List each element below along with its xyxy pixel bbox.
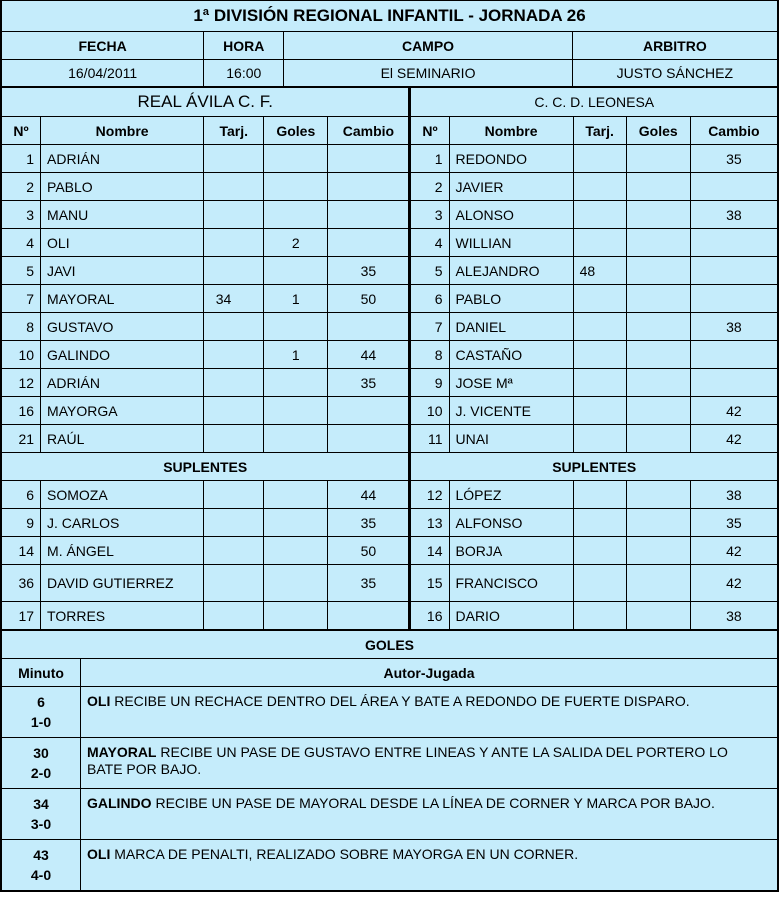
player-goals bbox=[264, 481, 328, 509]
player-name: LÓPEZ bbox=[449, 481, 573, 509]
col-goles-header: Goles bbox=[264, 117, 328, 145]
player-goals bbox=[626, 257, 690, 285]
player-number: 5 bbox=[410, 257, 449, 285]
player-cards bbox=[573, 602, 626, 630]
away-suplentes-label: SUPLENTES bbox=[410, 453, 778, 481]
table-row bbox=[2, 173, 778, 201]
player-cards bbox=[204, 145, 264, 173]
hora-header: HORA bbox=[204, 32, 284, 60]
player-name: WILLIAN bbox=[449, 229, 573, 257]
player-cards bbox=[204, 537, 264, 565]
player-goals: 1 bbox=[264, 285, 328, 313]
player-number: 8 bbox=[2, 313, 41, 341]
goal-row bbox=[2, 840, 778, 891]
player-substitution: 38 bbox=[690, 602, 777, 630]
goal-minute: 30 bbox=[33, 745, 49, 761]
player-number: 16 bbox=[2, 397, 41, 425]
player-number: 9 bbox=[410, 369, 449, 397]
player-name: MAYORAL bbox=[41, 285, 204, 313]
player-substitution bbox=[690, 229, 777, 257]
player-number: 17 bbox=[2, 602, 41, 630]
goal-play-text: RECIBE UN PASE DE GUSTAVO ENTRE LINEAS Y ANTE LA SALIDA DEL PORTERO LO BATE POR BAJO. bbox=[87, 744, 728, 777]
player-name: REDONDO bbox=[449, 145, 573, 173]
player-substitution: 35 bbox=[328, 369, 410, 397]
player-goals bbox=[626, 537, 690, 565]
campo-header: CAMPO bbox=[284, 32, 572, 60]
player-name: JAVIER bbox=[449, 173, 573, 201]
player-name: ADRIÁN bbox=[41, 369, 204, 397]
player-name: M. ÁNGEL bbox=[41, 537, 204, 565]
player-cards bbox=[573, 313, 626, 341]
player-goals bbox=[264, 509, 328, 537]
player-goals bbox=[626, 481, 690, 509]
player-cards bbox=[204, 565, 264, 602]
player-cards bbox=[204, 369, 264, 397]
player-name: ADRIÁN bbox=[41, 145, 204, 173]
lineups-table bbox=[1, 87, 778, 630]
player-goals bbox=[264, 537, 328, 565]
goal-row bbox=[2, 789, 778, 840]
player-cards bbox=[573, 565, 626, 602]
goal-description bbox=[81, 789, 778, 840]
player-substitution: 50 bbox=[328, 285, 410, 313]
player-name: DANIEL bbox=[449, 313, 573, 341]
player-cards bbox=[573, 369, 626, 397]
player-goals bbox=[626, 425, 690, 453]
player-substitution bbox=[328, 313, 410, 341]
col-goles-header: Goles bbox=[626, 117, 690, 145]
table-row bbox=[2, 201, 778, 229]
hora-value: 16:00 bbox=[204, 60, 284, 87]
player-name: DARIO bbox=[449, 602, 573, 630]
goal-minute: 6 bbox=[37, 694, 45, 710]
player-goals bbox=[626, 509, 690, 537]
player-cards bbox=[204, 509, 264, 537]
table-row bbox=[2, 341, 778, 369]
player-number: 12 bbox=[2, 369, 41, 397]
player-name: GALINDO bbox=[41, 341, 204, 369]
goal-minute-cell bbox=[2, 840, 81, 891]
player-goals bbox=[264, 257, 328, 285]
player-name: J. CARLOS bbox=[41, 509, 204, 537]
away-team-name: C. C. D. LEONESA bbox=[410, 88, 778, 117]
goal-score: 4-0 bbox=[30, 867, 52, 883]
player-name: MAYORGA bbox=[41, 397, 204, 425]
player-number: 4 bbox=[2, 229, 41, 257]
goal-minute: 43 bbox=[33, 847, 49, 863]
player-cards bbox=[204, 257, 264, 285]
player-goals bbox=[264, 565, 328, 602]
player-cards bbox=[573, 201, 626, 229]
player-goals bbox=[626, 565, 690, 602]
player-name: OLI bbox=[41, 229, 204, 257]
player-substitution: 42 bbox=[690, 565, 777, 602]
home-suplentes-label: SUPLENTES bbox=[2, 453, 410, 481]
player-substitution: 35 bbox=[328, 565, 410, 602]
player-substitution bbox=[328, 173, 410, 201]
player-cards bbox=[204, 173, 264, 201]
player-goals bbox=[264, 201, 328, 229]
player-cards: 48 bbox=[573, 257, 626, 285]
goal-minute-cell bbox=[2, 789, 81, 840]
player-goals: 1 bbox=[264, 341, 328, 369]
goal-minute-cell bbox=[2, 738, 81, 789]
header-table bbox=[1, 1, 778, 87]
goal-play-text: RECIBE UN RECHACE DENTRO DEL ÁREA Y BATE A REDONDO DE FUERTE DISPARO. bbox=[110, 693, 690, 709]
player-number: 10 bbox=[410, 397, 449, 425]
table-row bbox=[2, 565, 778, 602]
player-cards bbox=[204, 602, 264, 630]
player-number: 14 bbox=[410, 537, 449, 565]
player-goals: 2 bbox=[264, 229, 328, 257]
player-substitution bbox=[328, 201, 410, 229]
player-name: PABLO bbox=[41, 173, 204, 201]
player-number: 3 bbox=[2, 201, 41, 229]
table-row bbox=[2, 369, 778, 397]
player-goals bbox=[626, 201, 690, 229]
player-number: 15 bbox=[410, 565, 449, 602]
player-cards bbox=[204, 201, 264, 229]
player-substitution: 35 bbox=[690, 509, 777, 537]
col-cambio-header: Cambio bbox=[328, 117, 410, 145]
table-row bbox=[2, 397, 778, 425]
player-substitution bbox=[690, 173, 777, 201]
player-goals bbox=[264, 313, 328, 341]
goal-description bbox=[81, 840, 778, 891]
player-substitution: 35 bbox=[690, 145, 777, 173]
player-number: 2 bbox=[410, 173, 449, 201]
player-cards bbox=[204, 313, 264, 341]
player-substitution bbox=[328, 397, 410, 425]
player-name: GUSTAVO bbox=[41, 313, 204, 341]
player-substitution bbox=[328, 145, 410, 173]
table-row bbox=[2, 257, 778, 285]
player-substitution: 50 bbox=[328, 537, 410, 565]
player-cards bbox=[573, 341, 626, 369]
goal-score: 2-0 bbox=[30, 765, 52, 781]
player-goals bbox=[264, 397, 328, 425]
player-name: FRANCISCO bbox=[449, 565, 573, 602]
player-name: CASTAÑO bbox=[449, 341, 573, 369]
player-goals bbox=[626, 369, 690, 397]
player-number: 5 bbox=[2, 257, 41, 285]
col-cambio-header: Cambio bbox=[690, 117, 777, 145]
player-name: BORJA bbox=[449, 537, 573, 565]
player-substitution bbox=[690, 257, 777, 285]
goal-description bbox=[81, 738, 778, 789]
player-number: 11 bbox=[410, 425, 449, 453]
player-substitution: 38 bbox=[690, 313, 777, 341]
player-goals bbox=[626, 397, 690, 425]
player-substitution: 42 bbox=[690, 425, 777, 453]
player-goals bbox=[264, 145, 328, 173]
player-goals bbox=[264, 602, 328, 630]
player-number: 7 bbox=[410, 313, 449, 341]
col-tarj-header: Tarj. bbox=[204, 117, 264, 145]
player-goals bbox=[626, 173, 690, 201]
player-substitution bbox=[690, 341, 777, 369]
player-substitution bbox=[328, 229, 410, 257]
player-name: PABLO bbox=[449, 285, 573, 313]
goles-label: GOLES bbox=[2, 631, 778, 659]
player-name: JOSE Mª bbox=[449, 369, 573, 397]
table-row bbox=[2, 425, 778, 453]
autor-header: Autor-Jugada bbox=[81, 659, 778, 687]
player-substitution: 38 bbox=[690, 201, 777, 229]
player-number: 9 bbox=[2, 509, 41, 537]
player-substitution: 35 bbox=[328, 509, 410, 537]
table-row bbox=[2, 285, 778, 313]
player-number: 36 bbox=[2, 565, 41, 602]
goal-description bbox=[81, 687, 778, 738]
player-substitution bbox=[690, 369, 777, 397]
table-row bbox=[2, 313, 778, 341]
player-name: TORRES bbox=[41, 602, 204, 630]
player-substitution: 44 bbox=[328, 481, 410, 509]
player-name: ALFONSO bbox=[449, 509, 573, 537]
player-number: 13 bbox=[410, 509, 449, 537]
player-goals bbox=[626, 229, 690, 257]
player-name: J. VICENTE bbox=[449, 397, 573, 425]
player-goals bbox=[626, 602, 690, 630]
player-name: DAVID GUTIERREZ bbox=[41, 565, 204, 602]
player-goals bbox=[264, 173, 328, 201]
table-row bbox=[2, 602, 778, 630]
goal-row bbox=[2, 738, 778, 789]
player-substitution bbox=[328, 425, 410, 453]
player-name: MANU bbox=[41, 201, 204, 229]
player-cards bbox=[573, 285, 626, 313]
table-row bbox=[2, 537, 778, 565]
player-cards bbox=[573, 509, 626, 537]
goal-scorer: GALINDO bbox=[87, 795, 152, 811]
player-goals bbox=[626, 145, 690, 173]
player-number: 4 bbox=[410, 229, 449, 257]
player-cards bbox=[573, 481, 626, 509]
player-substitution: 42 bbox=[690, 397, 777, 425]
fecha-header: FECHA bbox=[2, 32, 204, 60]
table-row bbox=[2, 229, 778, 257]
player-goals bbox=[264, 369, 328, 397]
goal-minute: 34 bbox=[33, 796, 49, 812]
player-substitution bbox=[328, 602, 410, 630]
player-number: 7 bbox=[2, 285, 41, 313]
col-num-header: Nº bbox=[2, 117, 41, 145]
player-cards bbox=[573, 425, 626, 453]
arbitro-value: JUSTO SÁNCHEZ bbox=[572, 60, 777, 87]
player-cards bbox=[204, 425, 264, 453]
player-cards bbox=[204, 397, 264, 425]
player-goals bbox=[626, 313, 690, 341]
player-cards bbox=[573, 229, 626, 257]
player-cards bbox=[573, 397, 626, 425]
player-number: 1 bbox=[410, 145, 449, 173]
fecha-value: 16/04/2011 bbox=[2, 60, 204, 87]
player-cards bbox=[204, 481, 264, 509]
player-number: 21 bbox=[2, 425, 41, 453]
player-goals bbox=[626, 285, 690, 313]
goal-row bbox=[2, 687, 778, 738]
player-number: 14 bbox=[2, 537, 41, 565]
player-goals bbox=[626, 341, 690, 369]
goal-play-text: MARCA DE PENALTI, REALIZADO SOBRE MAYORGA EN UN CORNER. bbox=[110, 846, 579, 862]
arbitro-header: ARBITRO bbox=[572, 32, 777, 60]
player-number: 8 bbox=[410, 341, 449, 369]
player-number: 6 bbox=[2, 481, 41, 509]
player-substitution bbox=[690, 285, 777, 313]
player-name: JAVI bbox=[41, 257, 204, 285]
home-team-name: REAL ÁVILA C. F. bbox=[2, 88, 410, 117]
player-number: 1 bbox=[2, 145, 41, 173]
goal-minute-cell bbox=[2, 687, 81, 738]
player-substitution: 44 bbox=[328, 341, 410, 369]
player-name: SOMOZA bbox=[41, 481, 204, 509]
player-goals bbox=[264, 425, 328, 453]
goals-table bbox=[1, 630, 778, 891]
goal-play-text: RECIBE UN PASE DE MAYORAL DESDE LA LÍNEA DE CORNER Y MARCA POR BAJO. bbox=[151, 795, 715, 811]
player-number: 10 bbox=[2, 341, 41, 369]
player-number: 3 bbox=[410, 201, 449, 229]
player-number: 12 bbox=[410, 481, 449, 509]
goal-score: 1-0 bbox=[30, 714, 52, 730]
player-cards bbox=[573, 537, 626, 565]
page-title: 1ª DIVISIÓN REGIONAL INFANTIL - JORNADA 26 bbox=[2, 1, 778, 32]
player-number: 2 bbox=[2, 173, 41, 201]
player-number: 6 bbox=[410, 285, 449, 313]
player-name: UNAI bbox=[449, 425, 573, 453]
player-name: ALEJANDRO bbox=[449, 257, 573, 285]
col-name-header: Nombre bbox=[449, 117, 573, 145]
player-substitution: 42 bbox=[690, 537, 777, 565]
table-row bbox=[2, 509, 778, 537]
player-substitution: 35 bbox=[328, 257, 410, 285]
goal-scorer: OLI bbox=[87, 693, 111, 709]
player-cards bbox=[204, 341, 264, 369]
player-cards bbox=[573, 145, 626, 173]
player-number: 16 bbox=[410, 602, 449, 630]
table-row bbox=[2, 145, 778, 173]
goal-scorer: OLI bbox=[87, 846, 111, 862]
player-cards: 34 bbox=[204, 285, 264, 313]
minuto-header: Minuto bbox=[2, 659, 81, 687]
campo-value: El SEMINARIO bbox=[284, 60, 572, 87]
goal-scorer: MAYORAL bbox=[87, 744, 157, 760]
goal-score: 3-0 bbox=[30, 816, 52, 832]
player-cards bbox=[204, 229, 264, 257]
player-name: ALONSO bbox=[449, 201, 573, 229]
player-name: RAÚL bbox=[41, 425, 204, 453]
col-num-header: Nº bbox=[410, 117, 449, 145]
player-cards bbox=[573, 173, 626, 201]
table-row bbox=[2, 481, 778, 509]
col-name-header: Nombre bbox=[41, 117, 204, 145]
col-tarj-header: Tarj. bbox=[573, 117, 626, 145]
player-substitution: 38 bbox=[690, 481, 777, 509]
